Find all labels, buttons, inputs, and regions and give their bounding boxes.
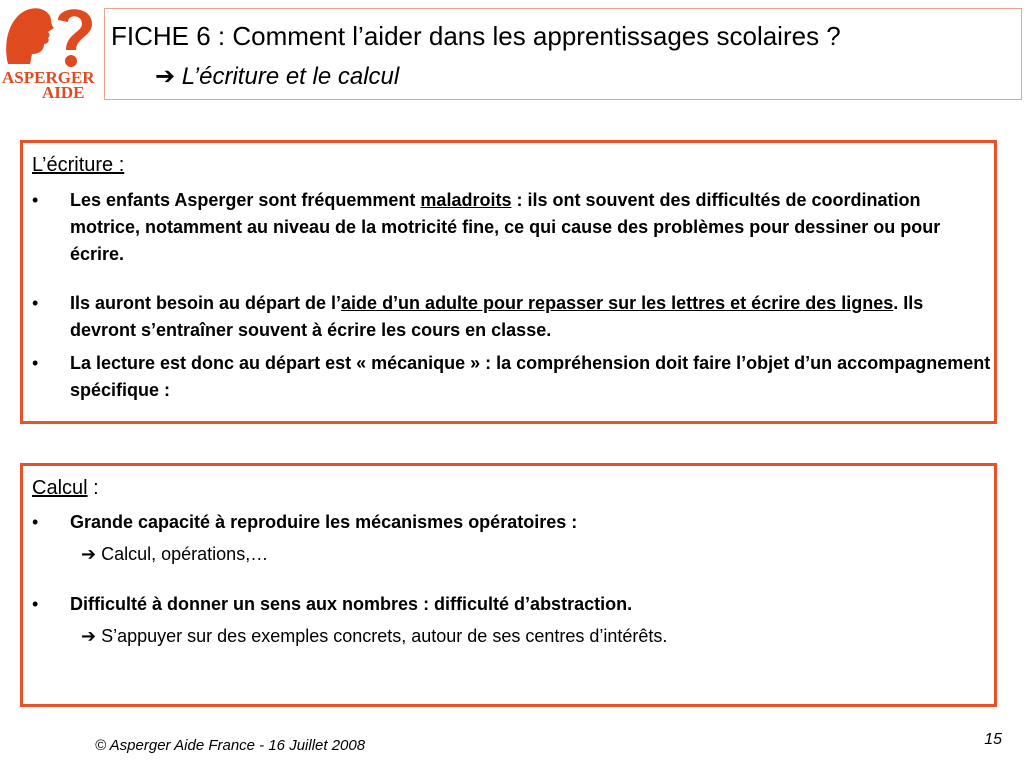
slide-title: FICHE 6 : Comment l’aider dans les apprentissages scolaires ? — [111, 21, 841, 51]
list-item — [32, 509, 992, 536]
calcul-title-suffix: : — [87, 477, 99, 499]
slide-header — [104, 8, 1022, 100]
ecriture-box — [20, 140, 997, 424]
sub-item — [81, 542, 268, 566]
slide-subtitle-text: L’écriture et le calcul — [181, 63, 400, 90]
arrow-right-icon: ➔ — [81, 626, 97, 646]
bullet-text-underlined: maladroits — [420, 190, 512, 210]
bullet-icon: • — [32, 293, 39, 313]
sub-item-text: S’appuyer sur des exemples concrets, autour de ses centres d’intérêts. — [101, 626, 668, 646]
calcul-title-text: Calcul — [32, 477, 88, 499]
head-question-mark-icon — [0, 0, 104, 72]
bullet-text — [70, 290, 992, 344]
bullet-icon: • — [32, 512, 39, 532]
bullet-text: Grande capacité à reproduire les mécanismes opératoires : — [70, 512, 578, 532]
bullet-text-part: . Ils devront s’entraîner souvent à écrire les cours en classe. — [70, 293, 924, 340]
bullet-icon: • — [32, 353, 39, 373]
sub-item — [81, 624, 667, 648]
bullet-text-part: Les enfants Asperger sont fréquemment — [70, 190, 421, 210]
footer-copyright: © Asperger Aide France - 16 Juillet 2008 — [95, 737, 366, 754]
sub-item-text: Calcul, opérations,… — [101, 544, 269, 564]
list-item — [32, 290, 992, 344]
logo-wordmark — [2, 70, 95, 100]
bullet-text: La lecture est donc au départ est « mécanique » : la compréhension doit faire l’objet d’un accompagnement spécifique : — [70, 353, 991, 400]
list-item — [32, 187, 992, 268]
bullet-text: Difficulté à donner un sens aux nombres : difficulté d’abstraction. — [70, 594, 633, 614]
ecriture-title — [32, 153, 124, 177]
slide-subtitle — [155, 62, 399, 91]
asperger-aide-logo — [0, 0, 104, 102]
list-item — [32, 591, 992, 618]
bullet-text — [70, 187, 992, 268]
bullet-text-underlined: aide d’un adulte pour repasser sur les lettres et écrire des lignes — [341, 293, 894, 313]
bullet-text-part: Ils auront besoin au départ de l’ — [70, 293, 342, 313]
calcul-box — [20, 463, 997, 707]
arrow-right-icon: ➔ — [81, 544, 97, 564]
bullet-icon: • — [32, 190, 39, 210]
arrow-right-icon: ➔ — [155, 63, 176, 90]
list-item — [32, 350, 992, 404]
logo-line-2: AIDE — [42, 83, 85, 102]
calcul-title — [32, 476, 99, 500]
page-number: 15 — [984, 731, 1002, 748]
bullet-text-part: : ils ont souvent des difficultés de coordination motrice, notamment au niveau de la motricité fine, ce qui cause des problèmes pour dessiner ou pour écrire. — [70, 190, 941, 264]
bullet-icon: • — [32, 594, 39, 614]
logo-line-1: ASPERGER — [2, 68, 95, 87]
ecriture-title-text: L’écriture : — [32, 154, 125, 176]
